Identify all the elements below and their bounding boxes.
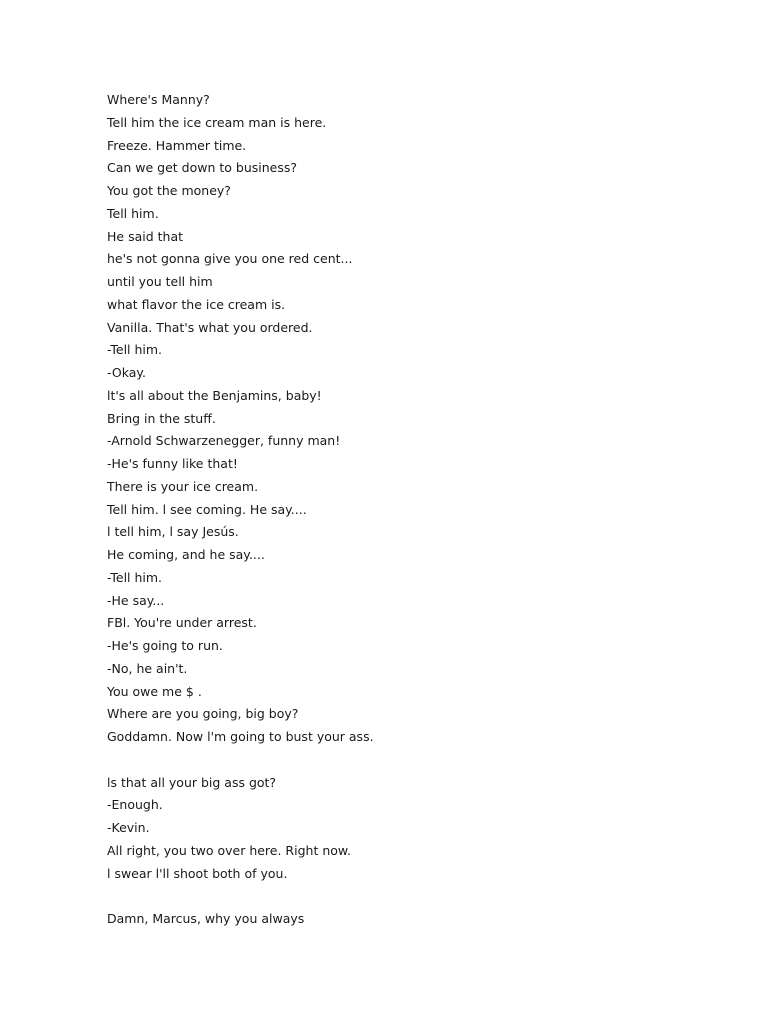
transcript-line: -Arnold Schwarzenegger, funny man! (107, 433, 341, 449)
transcript-line: He said that (107, 228, 184, 244)
transcript-line: -Tell him. (107, 569, 163, 585)
transcript-line: Bring in the stuff. (107, 410, 216, 426)
transcript-line: Damn, Marcus, why you always (107, 911, 305, 926)
transcript-line: Can we get down to business? (107, 160, 298, 176)
subtitle-transcript (107, 89, 374, 931)
transcript-line: -Tell him. (107, 342, 163, 358)
transcript-line: Where's Manny? (107, 92, 210, 107)
transcript-line: -Enough. (107, 797, 163, 813)
transcript-line: Vanilla. That's what you ordered. (107, 319, 313, 335)
transcript-line: ls that all your big ass got? (107, 774, 277, 790)
transcript-line: You got the money? (107, 183, 231, 198)
transcript-line: There is your ice cream. (107, 478, 259, 494)
transcript-blank-line (107, 749, 374, 772)
transcript-line: l swear l'll shoot both of you. (107, 865, 288, 881)
transcript-line: Where are you going, big boy? (107, 706, 299, 722)
transcript-line: what flavor the ice cream is. (107, 296, 286, 312)
transcript-line: l tell him, l say Jesús. (107, 524, 239, 540)
transcript-line: -He's funny like that! (107, 456, 238, 471)
transcript-line: FBl. You're under arrest. (107, 615, 257, 631)
transcript-line: he's not gonna give you one red cent... (107, 251, 353, 267)
transcript-line: All right, you two over here. Right now. (107, 842, 351, 858)
transcript-line: -He's going to run. (107, 638, 223, 653)
transcript-line: You owe me $ . (107, 683, 202, 699)
transcript-line: Tell him the ice cream man is here. (107, 114, 327, 130)
transcript-line: -Kevin. (107, 820, 150, 835)
transcript-line: Goddamn. Now l'm going to bust your ass. (107, 729, 374, 744)
transcript-line: until you tell him (107, 274, 213, 289)
transcript-blank-line (107, 885, 374, 908)
transcript-line: He coming, and he say.... (107, 547, 265, 562)
transcript-line: Tell him. l see coming. He say.... (107, 501, 307, 517)
transcript-line: lt's all about the Benjamins, baby! (107, 387, 322, 403)
transcript-line: Tell him. (107, 205, 159, 221)
transcript-line: Freeze. Hammer time. (107, 137, 247, 153)
transcript-line: -He say... (107, 592, 165, 608)
transcript-line: -No, he ain't. (107, 660, 188, 676)
transcript-line: -Okay. (107, 365, 146, 380)
